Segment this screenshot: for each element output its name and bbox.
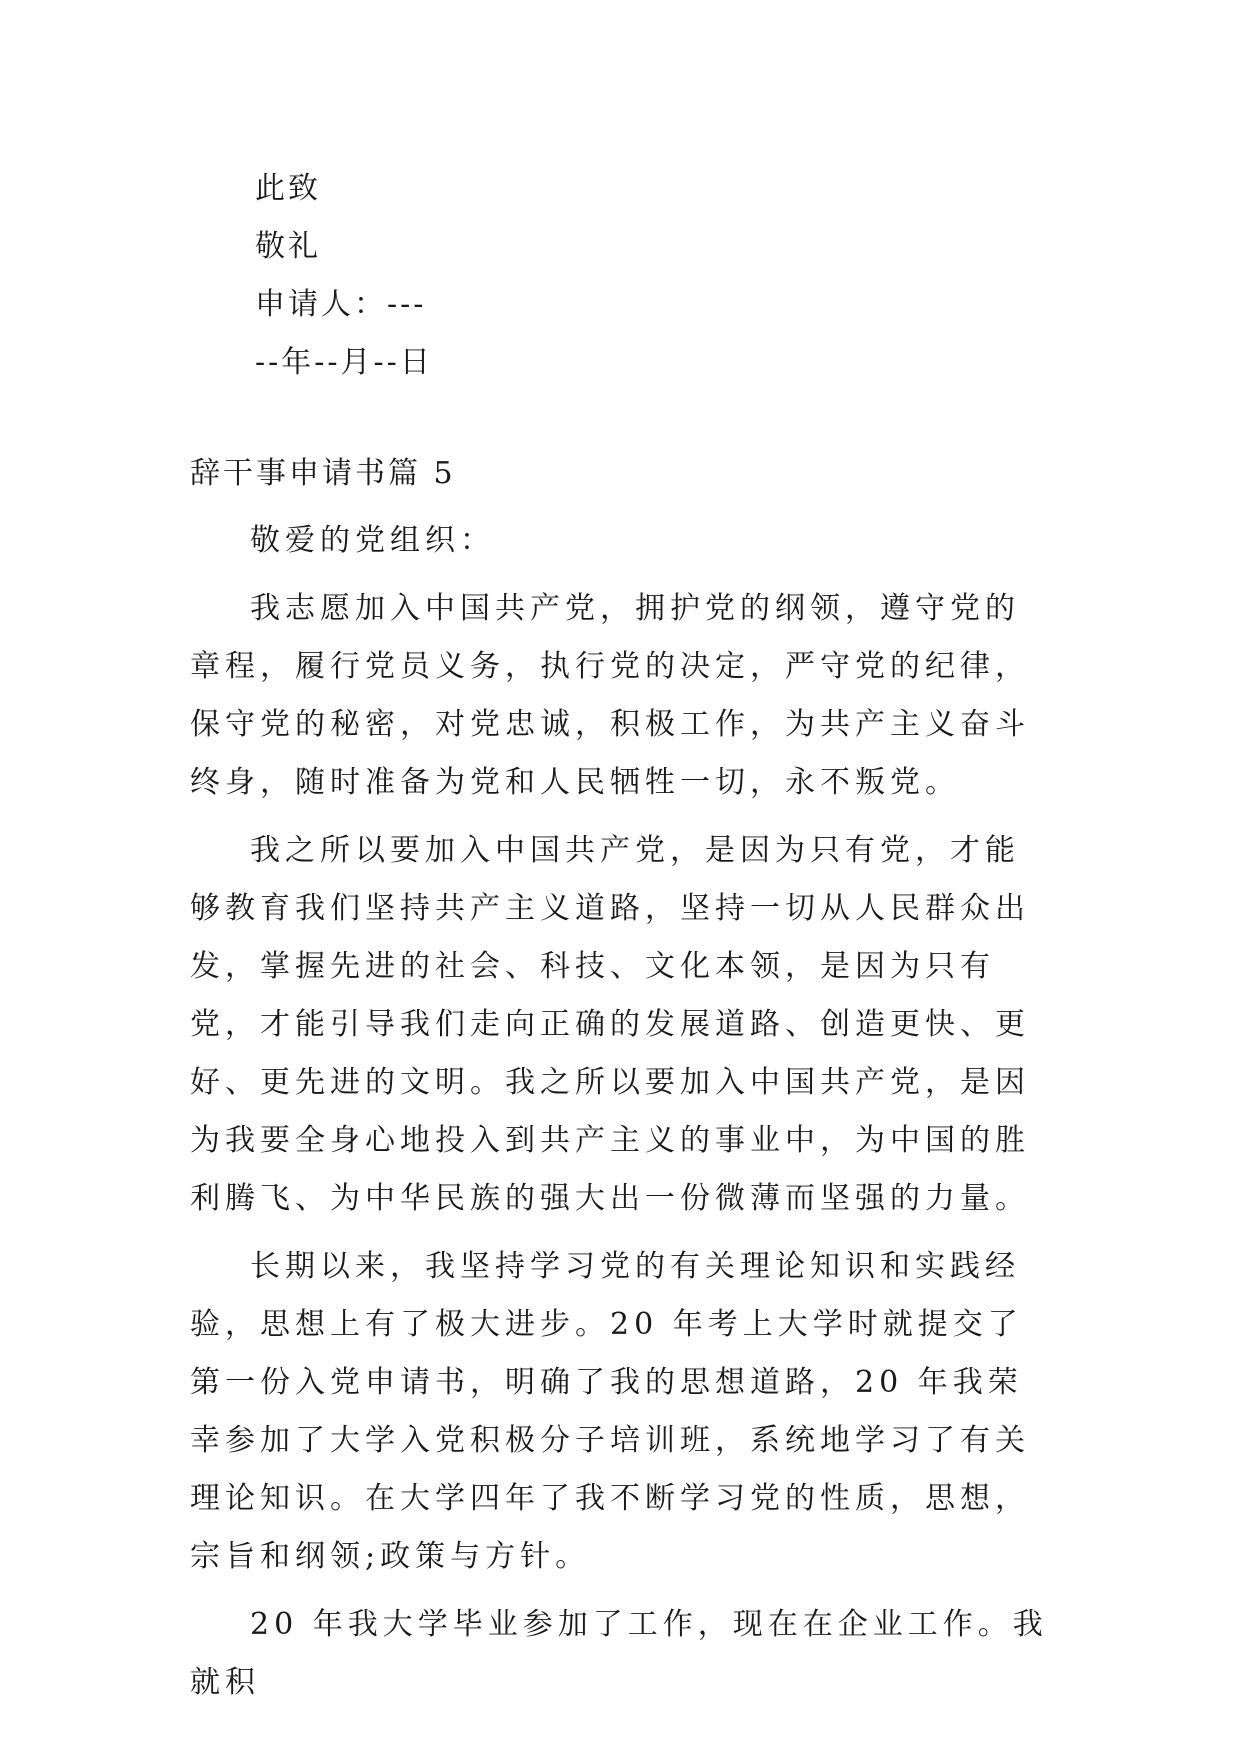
applicant-line: 申请人：--- xyxy=(255,287,427,322)
paragraph: 我之所以要加入中国共产党，是因为只有党，才能够教育我们坚持共产主义道路，坚持一切从人民群众出发，掌握先进的社会、科技、文化本领，是因为只有党，才能引导我们走向正确的发展道路、创造更快、更好、更先进的文明。我之所以要加入中国共产党，是因为我要全身心地投入到共产主义的事业中，为中国的胜利腾飞、为中华民族的强大出一份微薄而坚强的力量。 xyxy=(190,833,1030,1216)
closing-line-1: 此致 xyxy=(255,171,321,206)
letter-body xyxy=(190,512,1050,1722)
salutation: 敬爱的党组织： xyxy=(250,523,495,558)
letter-closing xyxy=(255,160,433,392)
paragraph: 我志愿加入中国共产党，拥护党的纲领，遵守党的章程，履行党员义务，执行党的决定，严守党的纪律，保守党的秘密，对党忠诚，积极工作，为共产主义奋斗终身，随时准备为党和人民牺牲一切，永不叛党。 xyxy=(190,591,1030,800)
paragraph: 20 年我大学毕业参加了工作，现在在企业工作。我就积 xyxy=(190,1607,1048,1700)
section-title: 辞干事申请书篇 5 xyxy=(190,456,456,491)
paragraph: 长期以来，我坚持学习党的有关理论知识和实践经验，思想上有了极大进步。20 年考上大学时就提交了第一份入党申请书，明确了我的思想道路，20 年我荣幸参加了大学入党积极分子培训班，系统地学习了有关理论知识。在大学四年了我不断学习党的性质，思想，宗旨和纲领;政策与方针。 xyxy=(190,1249,1030,1574)
date-line: --年--月--日 xyxy=(255,345,433,380)
closing-line-2: 敬礼 xyxy=(255,229,321,264)
